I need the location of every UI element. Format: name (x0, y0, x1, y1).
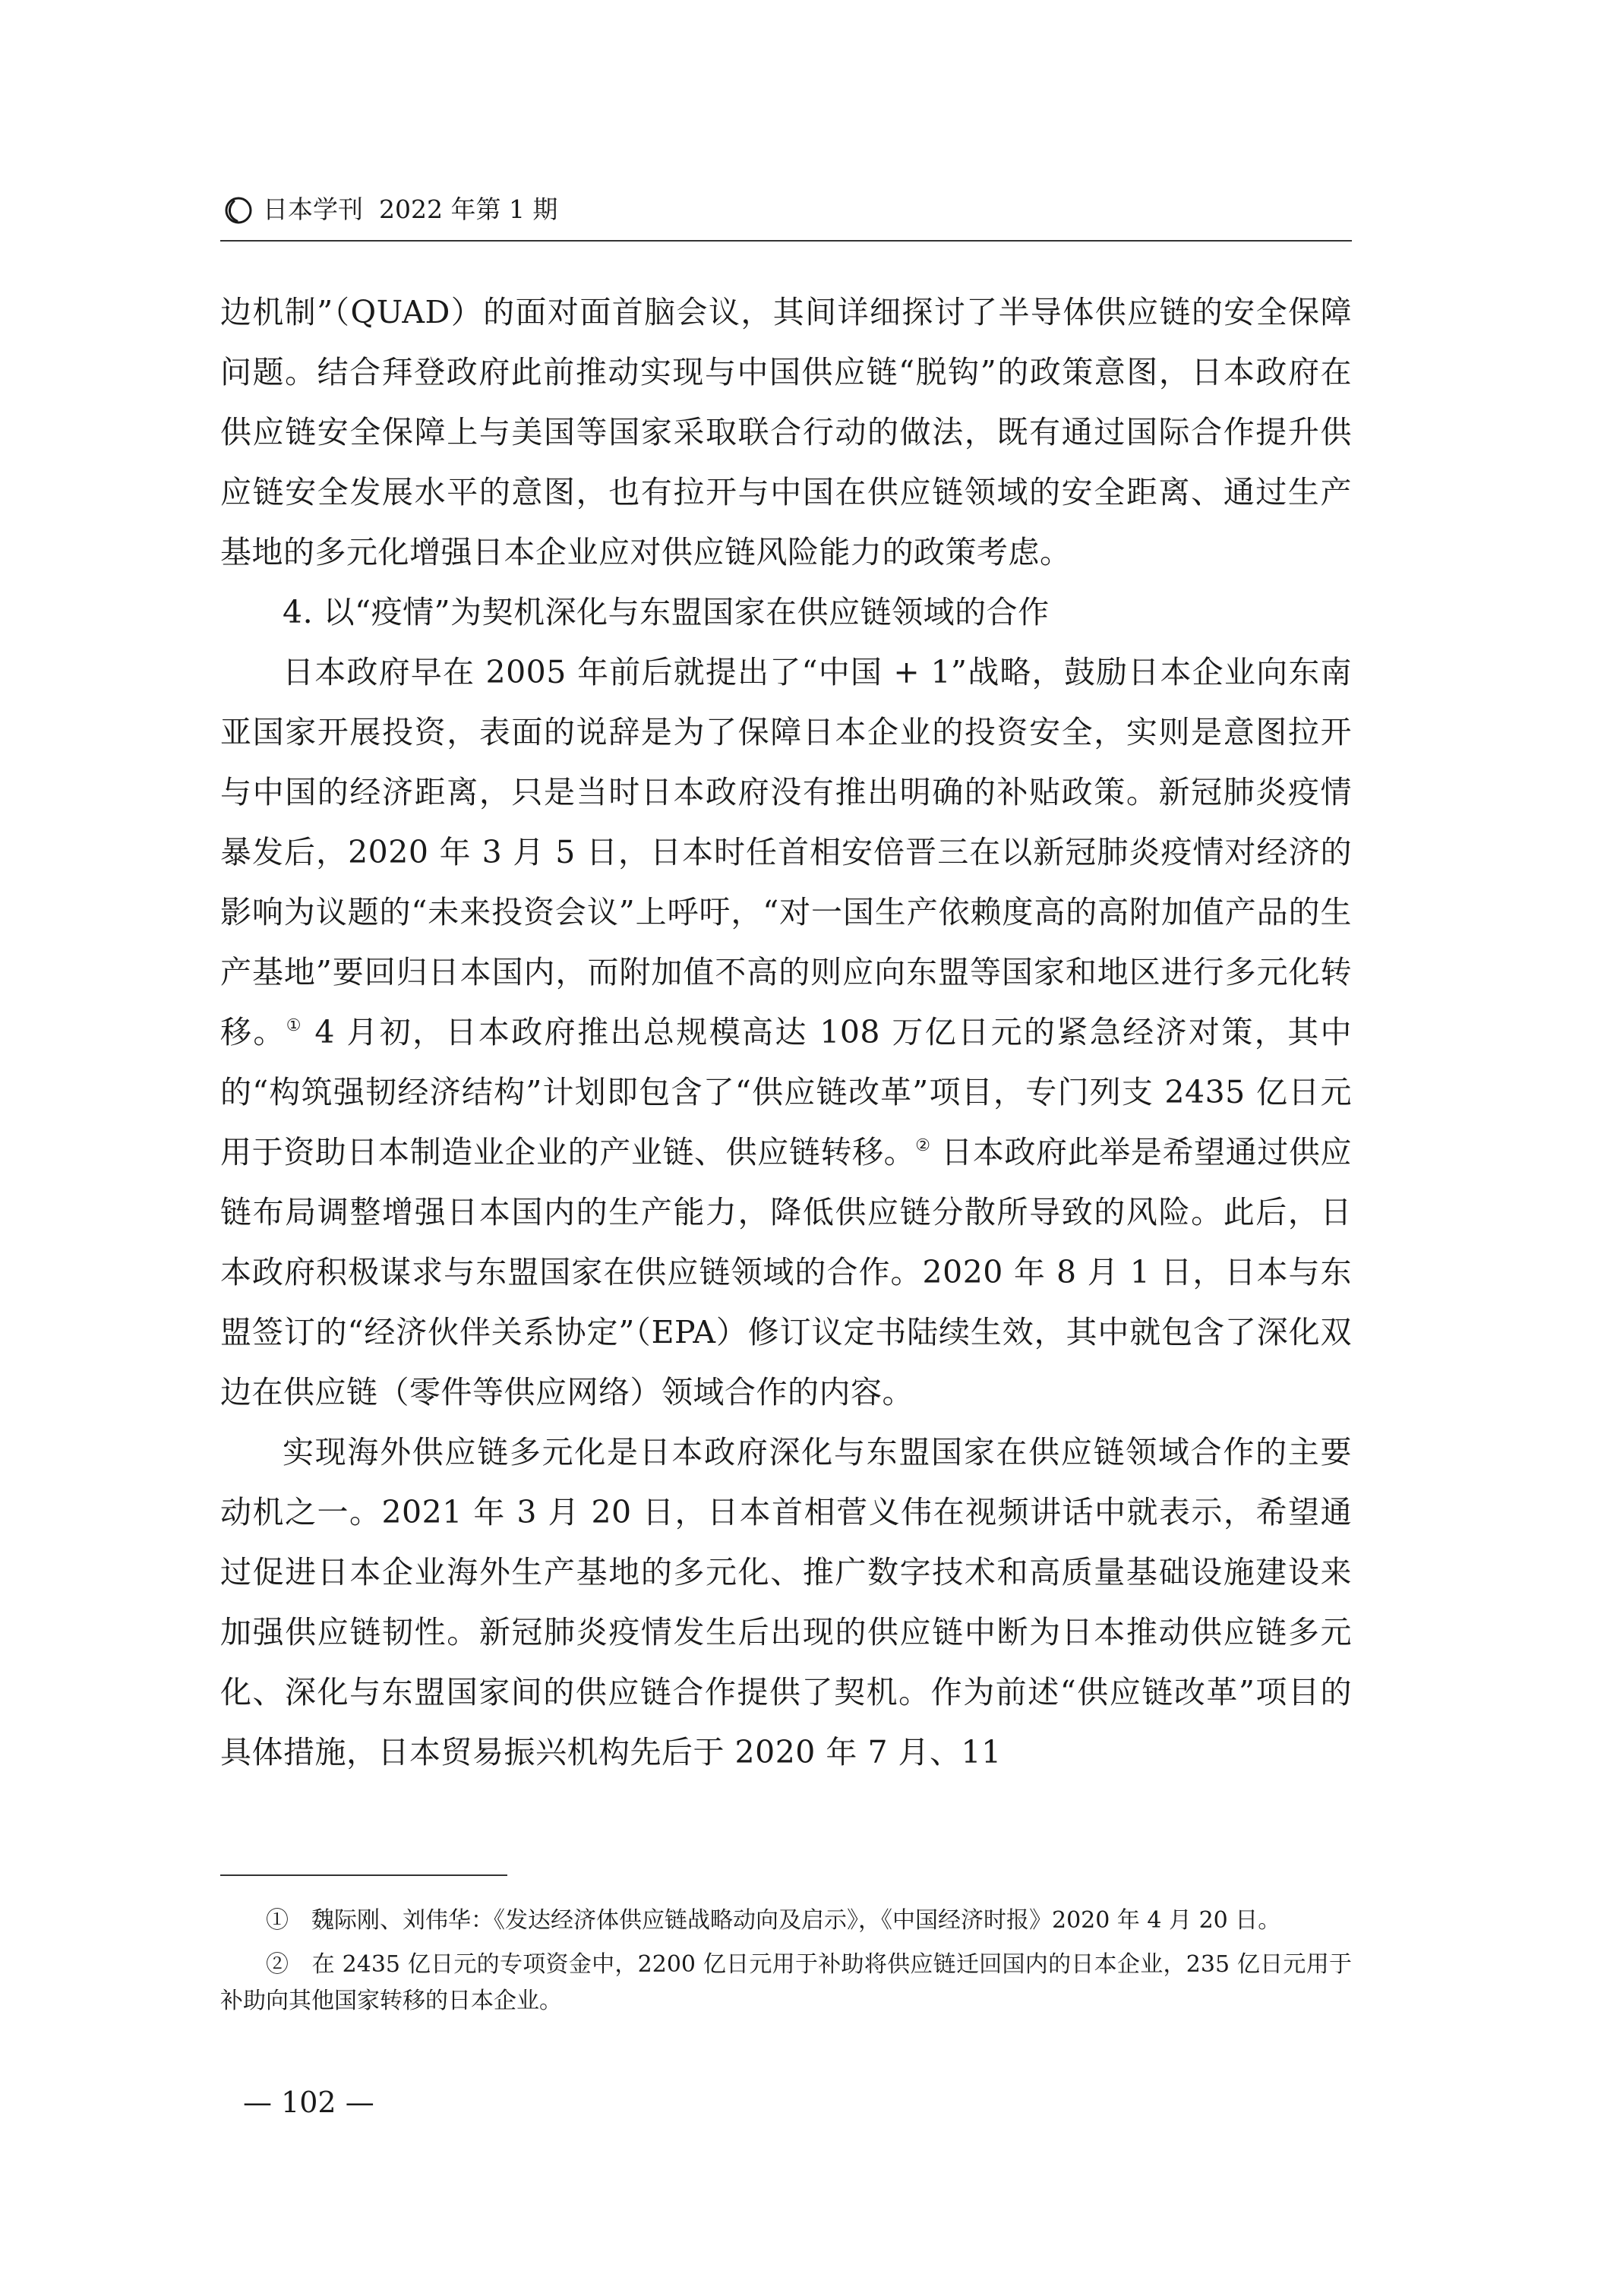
running-header (220, 186, 1352, 239)
footnotes (220, 1903, 1352, 2027)
paragraph-1: 边机制”（QUAD）的面对面首脑会议，其间详细探讨了半导体供应链的安全保障问题。结合拜登政府此前推动实现与中国供应链“脱钩”的政策意图，日本政府在供应链安全保障上与美国等国家采取联合行动的做法，既有通过国际合作提升供应链安全发展水平的意图，也有拉开与中国在供应链领域的安全距离、通过生产基地的多元化增强日本企业应对供应链风险能力的政策考虑。 (220, 294, 1352, 570)
footnote-ref-1[interactable]: ① (286, 1016, 303, 1035)
paragraph-2-part-c: 日本政府此举是希望通过供应链布局调整增强日本国内的生产能力，降低供应链分散所导致的风险。此后，日本政府积极谋求与东盟国家在供应链领域的合作。2020 年 8 月 1 日，日本与东盟签订的“经济伙伴关系协定”（EPA）修订议定书陆续生效，其中就包含了深化双边在供应链（零件等供应网络）领域合作的内容。 (220, 1134, 1352, 1410)
journal-name: 日本学刊 (263, 194, 363, 224)
header-text (263, 191, 557, 229)
issue-label: 2022 年第 1 期 (378, 194, 558, 224)
footnote-2: ② 在 2435 亿日元的专项资金中，2200 亿日元用于补助将供应链迁回国内的日本企业，235 亿日元用于补助向其他国家转移的日本企业。 (220, 1951, 1352, 2014)
footnote-1: ① 魏际刚、刘伟华：《发达经济体供应链战略动向及启示》，《中国经济时报》2020 年 4 月 20 日。 (266, 1907, 1281, 1934)
paragraph-2-part-b: 4 月初，日本政府推出总规模高达 108 万亿日元的紧急经济对策，其中的“构筑强韧经济结构”计划即包含了“供应链改革”项目，专门列支 2435 亿日元用于资助日本制造业企业的产业链、供应链转移。 (220, 1014, 1352, 1170)
paragraph-2 (220, 643, 1352, 1423)
journal-logo-icon (220, 194, 254, 227)
paragraph-2-part-a: 日本政府早在 2005 年前后就提出了“中国 + 1”战略，鼓励日本企业向东南亚国家开展投资，表面的说辞是为了保障日本企业的投资安全，实则是意图拉开与中国的经济距离，只是当时日本政府没有推出明确的补贴政策。新冠肺炎疫情暴发后，2020 年 3 月 5 日，日本时任首相安倍晋三在以新冠肺炎疫情对经济的影响为议题的“未来投资会议”上呼吁，“对一国生产依赖度高的高附加值产品的生产基地”要回归日本国内，而附加值不高的则应向东盟等国家和地区进行多元化转移。 (220, 654, 1352, 1050)
section-heading: 4. 以“疫情”为契机深化与东盟国家在供应链领域的合作 (283, 594, 1050, 630)
header-rule (220, 240, 1352, 242)
footnote-rule (220, 1874, 507, 1876)
page-number: — 102 — (243, 2086, 374, 2119)
footnote-ref-2[interactable]: ② (915, 1136, 931, 1155)
paragraph-3: 实现海外供应链多元化是日本政府深化与东盟国家在供应链领域合作的主要动机之一。2021 年 3 月 20 日，日本首相菅义伟在视频讲话中就表示，希望通过促进日本企业海外生产基地的多元化、推广数字技术和高质量基础设施建设来加强供应链韧性。新冠肺炎疫情发生后出现的供应链中断为日本推动供应链多元化、深化与东盟国家间的供应链合作提供了契机。作为前述“供应链改革”项目的具体措施，日本贸易振兴机构先后于 2020 年 7 月、11 (220, 1434, 1352, 1770)
main-text (220, 283, 1352, 1783)
